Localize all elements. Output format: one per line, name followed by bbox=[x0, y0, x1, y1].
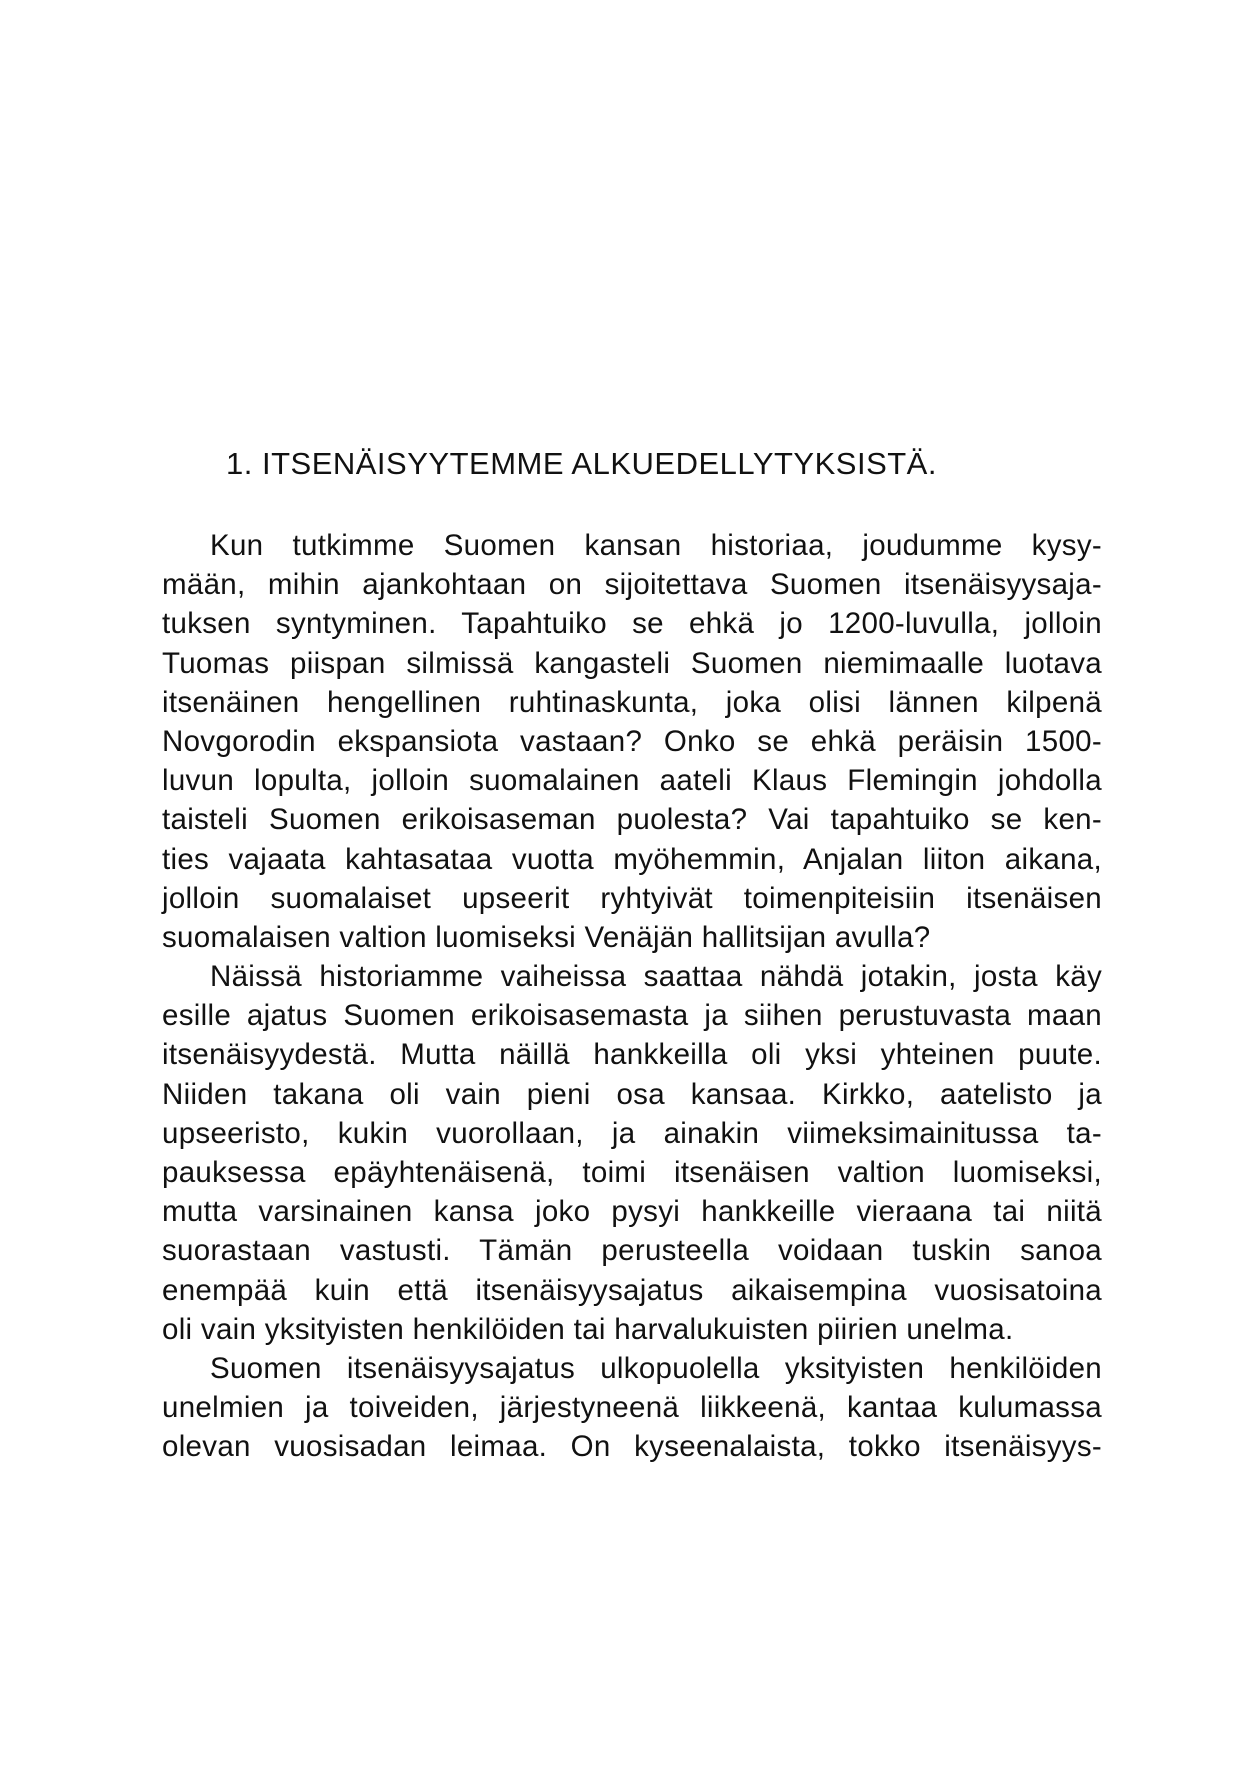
text-line: mään, mihin ajankohtaan on sijoitettava Suomen itsenäisyysaja- bbox=[162, 568, 1102, 602]
text-line: olevan vuosisadan leimaa. On kyseenalaista, tokko itsenäisyys- bbox=[162, 1430, 1102, 1464]
text-line: itsenäisyydestä. Mutta näillä hankkeilla oli yksi yhteinen puute. bbox=[162, 1038, 1102, 1072]
text-line: luvun lopulta, jolloin suomalainen aateli Klaus Flemingin johdolla bbox=[162, 764, 1102, 798]
text-line: jolloin suomalaiset upseerit ryhtyivät toimenpiteisiin itsenäisen bbox=[162, 881, 1102, 915]
chapter-title: 1. ITSENÄISYYTEMME ALKUEDELLYTYKSISTÄ. bbox=[226, 446, 937, 481]
text-line: Niiden takana oli vain pieni osa kansaa. Kirkko, aatelisto ja bbox=[162, 1077, 1102, 1111]
text-line: Kun tutkimme Suomen kansan historiaa, joudumme kysy- bbox=[210, 529, 1102, 562]
text-line: suorastaan vastusti. Tämän perusteella voidaan tuskin sanoa bbox=[162, 1234, 1102, 1268]
paragraph-3 bbox=[162, 1349, 1102, 1467]
text-line: Näissä historiamme vaiheissa saattaa nähdä jotakin, josta käy bbox=[210, 960, 1102, 994]
text-line: upseeristo, kukin vuorollaan, ja ainakin viimeksimainitussa ta- bbox=[162, 1116, 1102, 1150]
text-line: oli vain yksityisten henkilöiden tai harvalukuisten piirien unelma. bbox=[162, 1312, 1014, 1346]
text-line: Tuomas piispan silmissä kangasteli Suomen niemimaalle luotava bbox=[162, 646, 1102, 680]
text-line: taisteli Suomen erikoisaseman puolesta? Vai tapahtuiko se ken- bbox=[162, 803, 1102, 837]
text-line: Novgorodin ekspansiota vastaan? Onko se ehkä peräisin 1500- bbox=[162, 724, 1102, 758]
text-line: ties vajaata kahtasataa vuotta myöhemmin, Anjalan liiton aikana, bbox=[162, 842, 1102, 876]
text-line: enempää kuin että itsenäisyysajatus aikaisempina vuosisatoina bbox=[162, 1273, 1102, 1307]
text-line: unelmien ja toiveiden, järjestyneenä liikkeenä, kantaa kulumassa bbox=[162, 1391, 1102, 1425]
text-line: Suomen itsenäisyysajatus ulkopuolella yksityisten henkilöiden bbox=[210, 1351, 1102, 1385]
text-line: mutta varsinainen kansa joko pysyi hankkeille vieraana tai niitä bbox=[162, 1195, 1102, 1229]
paragraph-1 bbox=[162, 526, 1102, 957]
text-line: esille ajatus Suomen erikoisasemasta ja siihen perustuvasta maan bbox=[162, 999, 1102, 1033]
text-line: suomalaisen valtion luomiseksi Venäjän hallitsijan avulla? bbox=[162, 920, 931, 954]
paragraph-2 bbox=[162, 957, 1102, 1349]
text-line: itsenäinen hengellinen ruhtinaskunta, joka olisi lännen kilpenä bbox=[162, 685, 1102, 719]
body-text bbox=[162, 526, 1102, 1467]
text-line: pauksessa epäyhtenäisenä, toimi itsenäisen valtion luomiseksi, bbox=[162, 1156, 1102, 1189]
text-line: tuksen syntyminen. Tapahtuiko se ehkä jo 1200-luvulla, jolloin bbox=[162, 607, 1102, 641]
